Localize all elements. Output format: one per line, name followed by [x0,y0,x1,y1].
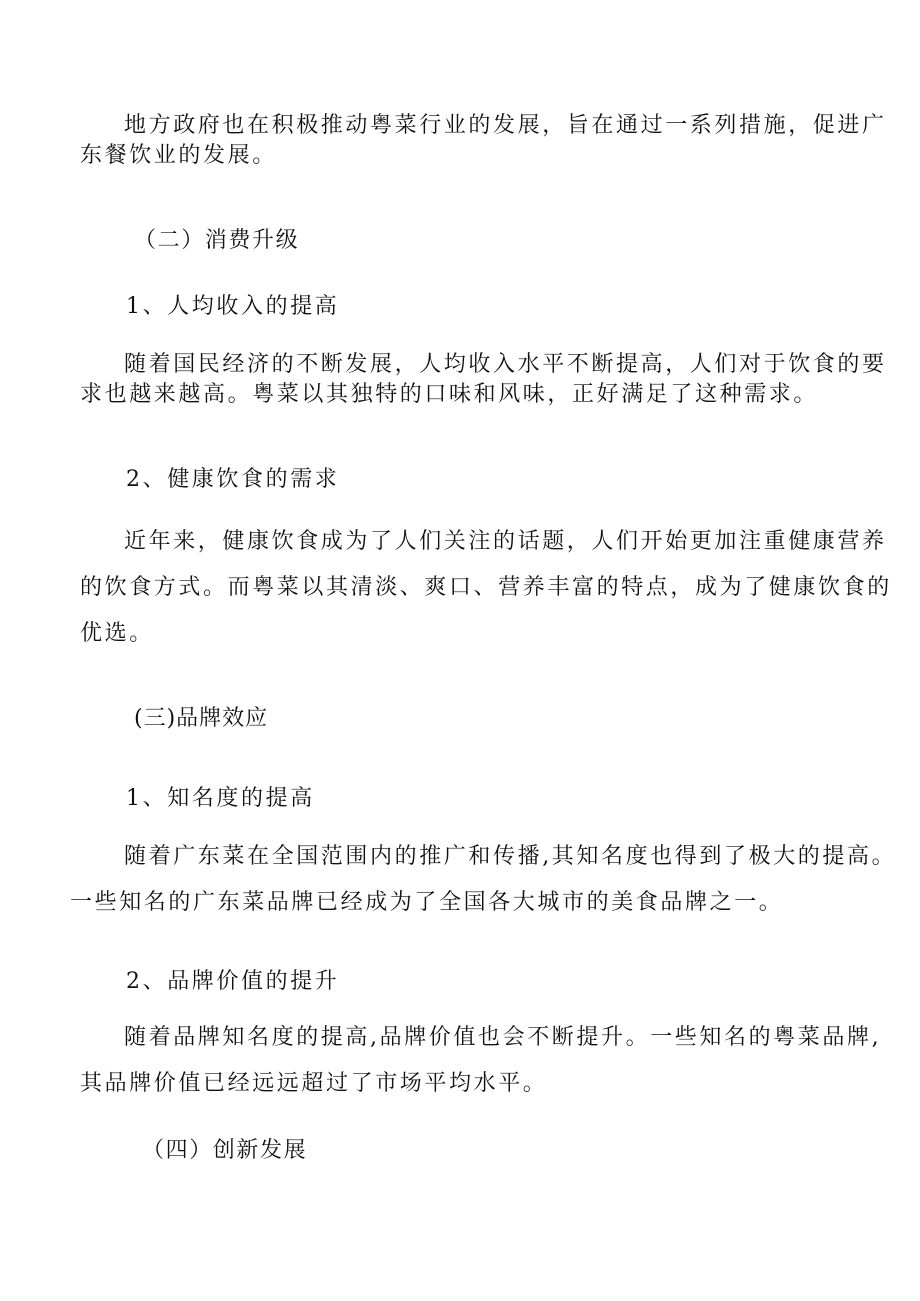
subheading-brand-value: 2、品牌价值的提升 [126,969,340,994]
paragraph-awareness [70,842,897,918]
paragraph-line: 近年来，健康饮食成为了人们关注的话题，人们开始更加注重健康营养 [124,529,887,554]
paragraph-line: 随着品牌知名度的提高,品牌价值也会不断提升。一些知名的粤菜品牌, [124,1025,882,1050]
section-heading-consumption-upgrade: （二）消费升级 [134,228,300,253]
paragraph-brand-value [80,1023,882,1099]
paragraph-line: 随着广东菜在全国范围内的推广和传播,其知名度也得到了极大的提高。 [124,844,897,869]
subheading-awareness: 1、知名度的提高 [126,786,315,811]
paragraph-line: 的饮食方式。而粤菜以其清淡、爽口、营养丰富的特点，成为了健康饮食的 [80,575,892,600]
paragraph-line: 地方政府也在积极推动粤菜行业的发展，旨在通过一系列措施，促进广 [124,113,887,138]
paragraph-line: 求也越来越高。粤菜以其独特的口味和风味，正好满足了这种需求。 [80,382,819,407]
paragraph-line: 随着国民经济的不断发展，人均收入水平不断提高，人们对于饮食的要 [124,352,887,377]
subheading-healthy-diet: 2、健康饮食的需求 [126,467,340,492]
section-heading-innovation: （四）创新发展 [142,1138,308,1163]
paragraph-line: 其品牌价值已经远远超过了市场平均水平。 [80,1071,548,1096]
paragraph-local-government [80,111,887,171]
paragraph-line: 一些知名的广东菜品牌已经成为了全国各大城市的美食品牌之一。 [70,890,784,915]
subheading-income: 1、人均收入的提高 [126,294,340,319]
paragraph-income [80,350,887,410]
paragraph-healthy-diet [80,527,892,649]
paragraph-line: 优选。 [80,621,154,646]
paragraph-line: 东餐饮业的发展。 [80,143,277,168]
section-heading-brand-effect: (三)品牌效应 [134,706,269,731]
